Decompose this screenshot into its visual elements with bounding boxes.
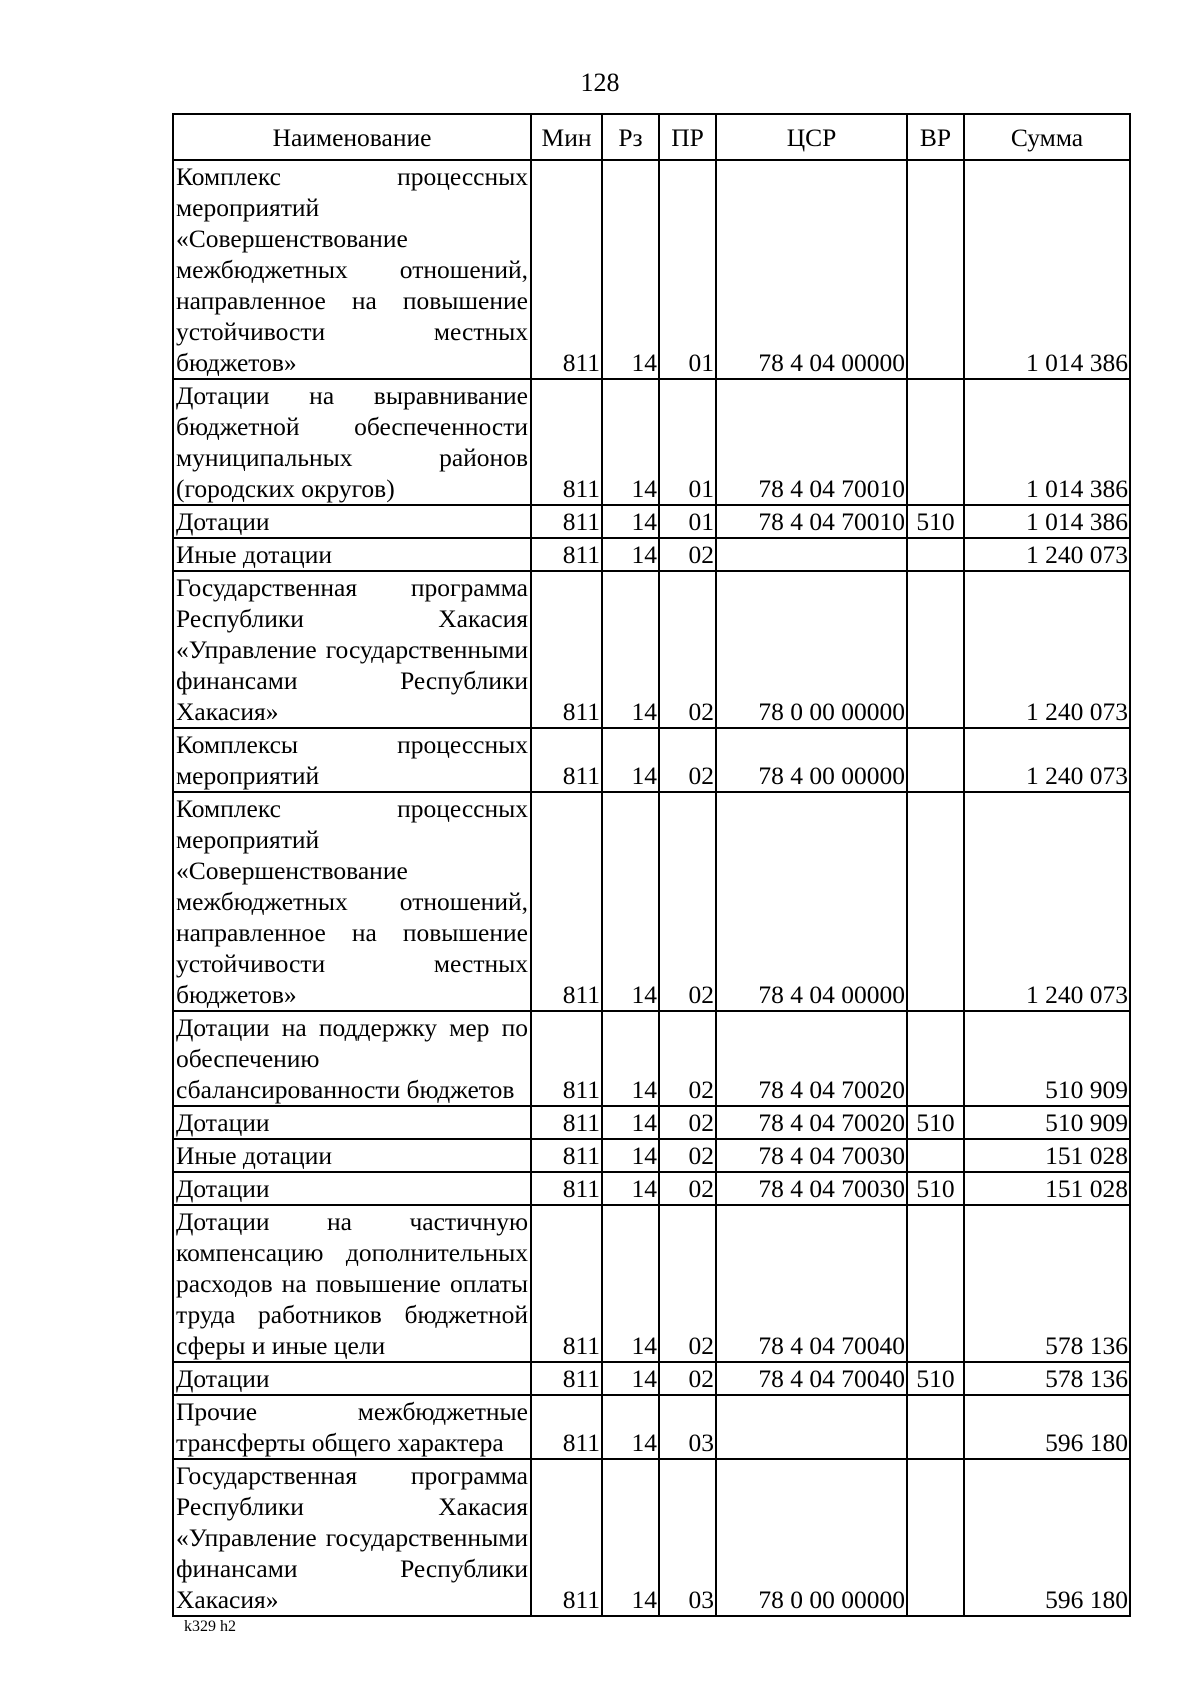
vr-cell: 510 bbox=[907, 1172, 964, 1205]
vr-cell bbox=[907, 571, 964, 728]
vr-cell bbox=[907, 728, 964, 792]
rz-cell: 14 bbox=[602, 1362, 659, 1395]
min-cell: 811 bbox=[531, 160, 602, 379]
table-row bbox=[173, 728, 1130, 792]
name-cell: Комплекс процессных мероприятий «Совершенствование межбюджетных отношений, направленное на повышение устойчивости местных бюджетов» bbox=[173, 160, 531, 379]
vr-cell bbox=[907, 1459, 964, 1616]
vr-cell: 510 bbox=[907, 505, 964, 538]
name-cell: Государственная программа Республики Хакасия «Управление государственными финансами Республики Хакасия» bbox=[173, 1459, 531, 1616]
rz-cell: 14 bbox=[602, 792, 659, 1011]
vr-cell bbox=[907, 379, 964, 505]
page-number: 128 bbox=[580, 68, 620, 97]
rz-cell: 14 bbox=[602, 1106, 659, 1139]
header-pr: ПР bbox=[659, 114, 716, 160]
table-row bbox=[173, 505, 1130, 538]
csr-cell: 78 4 04 70020 bbox=[716, 1106, 907, 1139]
rz-cell: 14 bbox=[602, 160, 659, 379]
name-cell: Дотации на частичную компенсацию дополнительных расходов на повышение оплаты труда работников бюджетной сферы и иные цели bbox=[173, 1205, 531, 1362]
name-cell: Иные дотации bbox=[173, 538, 531, 571]
name-cell: Государственная программа Республики Хакасия «Управление государственными финансами Республики Хакасия» bbox=[173, 571, 531, 728]
rz-cell: 14 bbox=[602, 379, 659, 505]
rz-cell: 14 bbox=[602, 1459, 659, 1616]
footer-code: k329 h2 bbox=[184, 1618, 236, 1635]
sum-cell: 596 180 bbox=[964, 1395, 1130, 1459]
csr-cell: 78 4 04 70010 bbox=[716, 379, 907, 505]
table-row bbox=[173, 1362, 1130, 1395]
name-cell: Комплекс процессных мероприятий «Совершенствование межбюджетных отношений, направленное на повышение устойчивости местных бюджетов» bbox=[173, 792, 531, 1011]
vr-cell: 510 bbox=[907, 1362, 964, 1395]
pr-cell: 02 bbox=[659, 1011, 716, 1106]
table-row bbox=[173, 1459, 1130, 1616]
min-cell: 811 bbox=[531, 1395, 602, 1459]
pr-cell: 01 bbox=[659, 505, 716, 538]
name-cell: Дотации bbox=[173, 1172, 531, 1205]
pr-cell: 02 bbox=[659, 728, 716, 792]
min-cell: 811 bbox=[531, 1459, 602, 1616]
csr-cell: 78 4 04 70030 bbox=[716, 1172, 907, 1205]
table-row bbox=[173, 1395, 1130, 1459]
table-header-row bbox=[173, 114, 1130, 160]
min-cell: 811 bbox=[531, 379, 602, 505]
table-row bbox=[173, 538, 1130, 571]
vr-cell bbox=[907, 160, 964, 379]
pr-cell: 03 bbox=[659, 1459, 716, 1616]
header-min: Мин bbox=[531, 114, 602, 160]
rz-cell: 14 bbox=[602, 1205, 659, 1362]
csr-cell: 78 4 00 00000 bbox=[716, 728, 907, 792]
header-vr: ВР bbox=[907, 114, 964, 160]
pr-cell: 01 bbox=[659, 160, 716, 379]
min-cell: 811 bbox=[531, 1011, 602, 1106]
min-cell: 811 bbox=[531, 1205, 602, 1362]
csr-cell: 78 4 04 00000 bbox=[716, 160, 907, 379]
table-row bbox=[173, 1205, 1130, 1362]
sum-cell: 578 136 bbox=[964, 1205, 1130, 1362]
sum-cell: 151 028 bbox=[964, 1139, 1130, 1172]
pr-cell: 02 bbox=[659, 792, 716, 1011]
csr-cell: 78 4 04 00000 bbox=[716, 792, 907, 1011]
table-row bbox=[173, 792, 1130, 1011]
csr-cell: 78 4 04 70020 bbox=[716, 1011, 907, 1106]
pr-cell: 02 bbox=[659, 1106, 716, 1139]
vr-cell: 510 bbox=[907, 1106, 964, 1139]
name-cell: Прочие межбюджетные трансферты общего характера bbox=[173, 1395, 531, 1459]
csr-cell: 78 0 00 00000 bbox=[716, 1459, 907, 1616]
table-row bbox=[173, 1106, 1130, 1139]
sum-cell: 1 014 386 bbox=[964, 379, 1130, 505]
min-cell: 811 bbox=[531, 1106, 602, 1139]
pr-cell: 01 bbox=[659, 379, 716, 505]
table-row bbox=[173, 1011, 1130, 1106]
min-cell: 811 bbox=[531, 728, 602, 792]
csr-cell bbox=[716, 1395, 907, 1459]
pr-cell: 02 bbox=[659, 1205, 716, 1362]
sum-cell: 578 136 bbox=[964, 1362, 1130, 1395]
sum-cell: 1 240 073 bbox=[964, 792, 1130, 1011]
pr-cell: 02 bbox=[659, 538, 716, 571]
table-body bbox=[173, 160, 1130, 1616]
header-csr: ЦСР bbox=[716, 114, 907, 160]
name-cell: Дотации на поддержку мер по обеспечению сбалансированности бюджетов bbox=[173, 1011, 531, 1106]
sum-cell: 1 014 386 bbox=[964, 505, 1130, 538]
min-cell: 811 bbox=[531, 571, 602, 728]
rz-cell: 14 bbox=[602, 505, 659, 538]
csr-cell: 78 0 00 00000 bbox=[716, 571, 907, 728]
min-cell: 811 bbox=[531, 792, 602, 1011]
vr-cell bbox=[907, 1011, 964, 1106]
name-cell: Дотации на выравнивание бюджетной обеспеченности муниципальных районов (городских округов) bbox=[173, 379, 531, 505]
min-cell: 811 bbox=[531, 1362, 602, 1395]
name-cell: Комплексы процессных мероприятий bbox=[173, 728, 531, 792]
rz-cell: 14 bbox=[602, 728, 659, 792]
pr-cell: 02 bbox=[659, 1139, 716, 1172]
sum-cell: 510 909 bbox=[964, 1011, 1130, 1106]
vr-cell bbox=[907, 1205, 964, 1362]
pr-cell: 02 bbox=[659, 571, 716, 728]
sum-cell: 1 240 073 bbox=[964, 728, 1130, 792]
name-cell: Дотации bbox=[173, 1106, 531, 1139]
min-cell: 811 bbox=[531, 1139, 602, 1172]
csr-cell: 78 4 04 70040 bbox=[716, 1362, 907, 1395]
rz-cell: 14 bbox=[602, 1011, 659, 1106]
min-cell: 811 bbox=[531, 538, 602, 571]
table-row bbox=[173, 571, 1130, 728]
rz-cell: 14 bbox=[602, 1395, 659, 1459]
sum-cell: 596 180 bbox=[964, 1459, 1130, 1616]
min-cell: 811 bbox=[531, 1172, 602, 1205]
table-row bbox=[173, 1172, 1130, 1205]
vr-cell bbox=[907, 792, 964, 1011]
name-cell: Иные дотации bbox=[173, 1139, 531, 1172]
vr-cell bbox=[907, 538, 964, 571]
name-cell: Дотации bbox=[173, 1362, 531, 1395]
min-cell: 811 bbox=[531, 505, 602, 538]
rz-cell: 14 bbox=[602, 538, 659, 571]
sum-cell: 151 028 bbox=[964, 1172, 1130, 1205]
header-rz: Рз bbox=[602, 114, 659, 160]
rz-cell: 14 bbox=[602, 571, 659, 728]
rz-cell: 14 bbox=[602, 1172, 659, 1205]
table-row bbox=[173, 160, 1130, 379]
rz-cell: 14 bbox=[602, 1139, 659, 1172]
csr-cell: 78 4 04 70010 bbox=[716, 505, 907, 538]
csr-cell bbox=[716, 538, 907, 571]
vr-cell bbox=[907, 1395, 964, 1459]
budget-table bbox=[172, 113, 1131, 1617]
header-sum: Сумма bbox=[964, 114, 1130, 160]
header-name: Наименование bbox=[173, 114, 531, 160]
name-cell: Дотации bbox=[173, 505, 531, 538]
sum-cell: 1 014 386 bbox=[964, 160, 1130, 379]
sum-cell: 1 240 073 bbox=[964, 571, 1130, 728]
pr-cell: 03 bbox=[659, 1395, 716, 1459]
csr-cell: 78 4 04 70030 bbox=[716, 1139, 907, 1172]
pr-cell: 02 bbox=[659, 1362, 716, 1395]
csr-cell: 78 4 04 70040 bbox=[716, 1205, 907, 1362]
pr-cell: 02 bbox=[659, 1172, 716, 1205]
sum-cell: 1 240 073 bbox=[964, 538, 1130, 571]
sum-cell: 510 909 bbox=[964, 1106, 1130, 1139]
table-row bbox=[173, 1139, 1130, 1172]
table-row bbox=[173, 379, 1130, 505]
vr-cell bbox=[907, 1139, 964, 1172]
